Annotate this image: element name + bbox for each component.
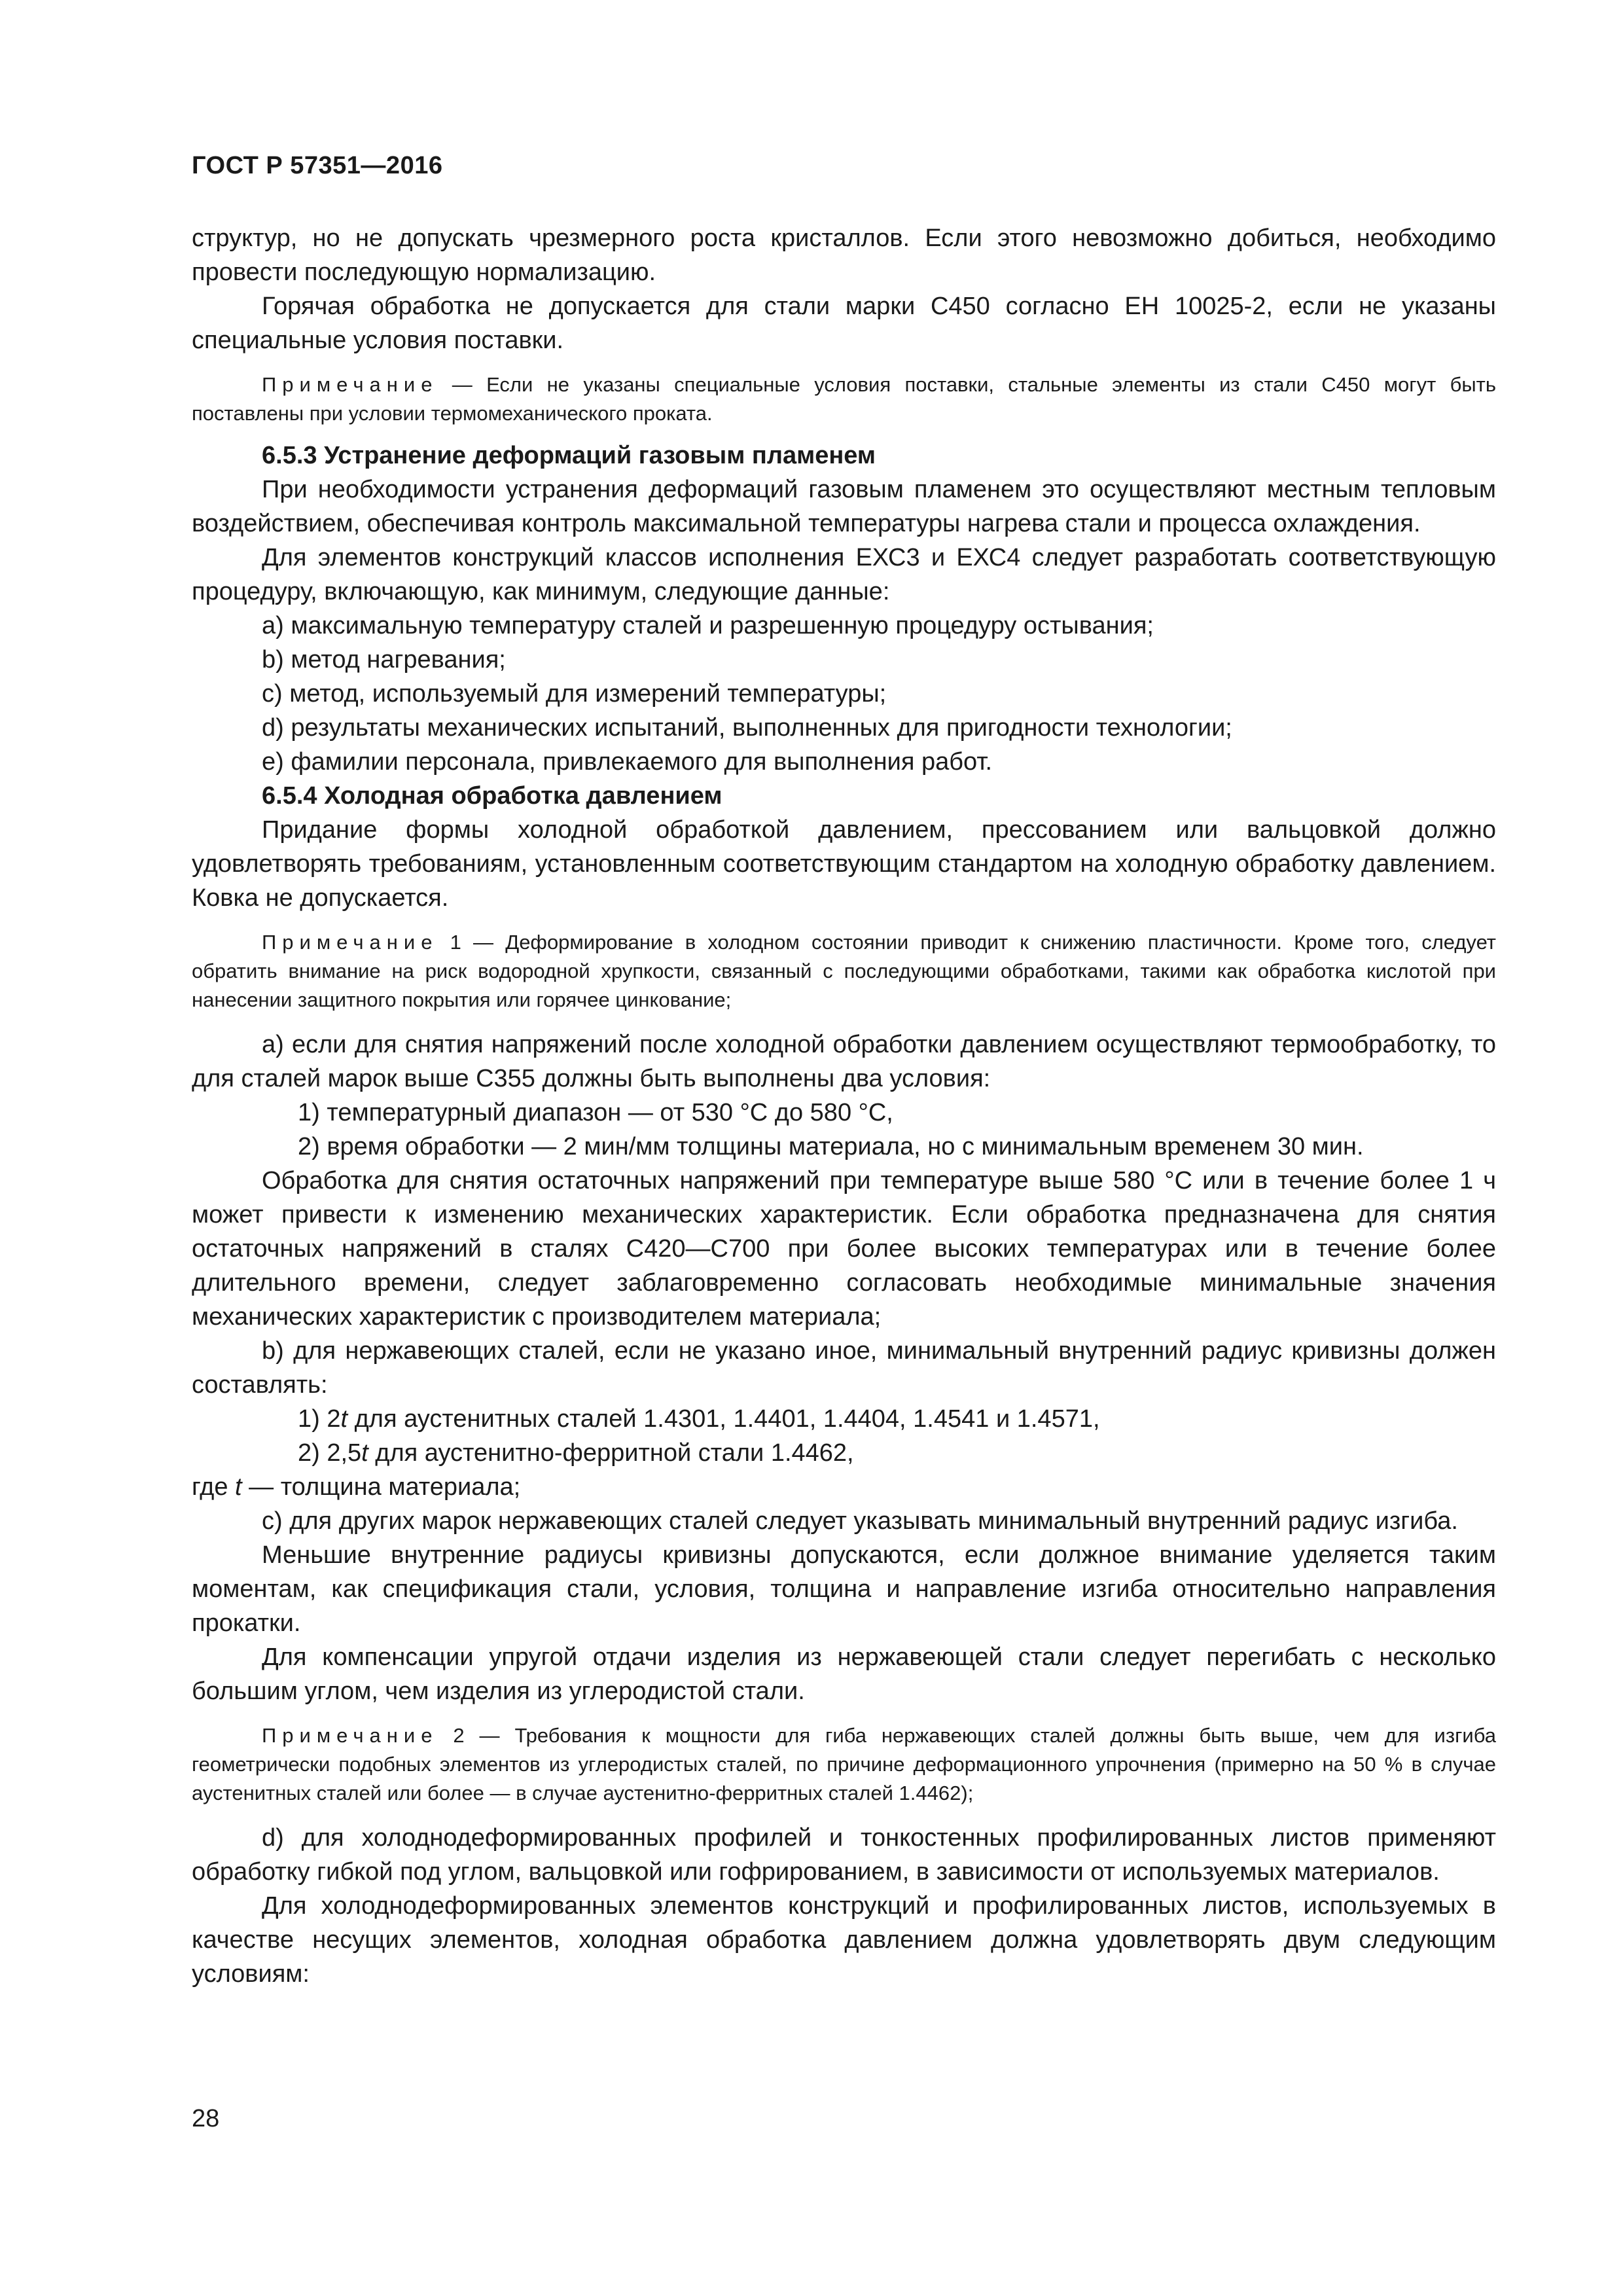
paragraph-exc-classes: Для элементов конструкций классов исполнения ЕХС3 и ЕХС4 следует разработать соответствующую процедуру, включающую, как минимум, следующие данные: bbox=[192, 544, 1496, 605]
sub-item-austenitic: 1) 2t для аустенитных сталей 1.4301, 1.4401, 1.4404, 1.4541 и 1.4571, bbox=[298, 1405, 1100, 1433]
list-item-a: a) максимальную температуру сталей и разрешенную процедуру остывания; bbox=[262, 612, 1154, 639]
note-text: — Если не указаны специальные условия поставки, стальные элементы из стали С450 могут быть поставлены при условии термомеханического проката. bbox=[192, 373, 1496, 425]
paragraph-item-a-stress-relief: a) если для снятия напряжений после холодной обработки давлением осуществляют термообработку, то для сталей марок выше С355 должны быть выполнены два условия: bbox=[192, 1031, 1496, 1092]
paragraph-cold-forming: Придание формы холодной обработкой давлением, прессованием или вальцовкой должно удовлетворять требованиям, установленным соответствующим стандартом на холодную обработку давлением. Ковка не допускается. bbox=[192, 816, 1496, 912]
list-item-b: b) метод нагревания; bbox=[262, 646, 506, 673]
note-1-hydrogen bbox=[192, 928, 1496, 1014]
note-text: 2 — Требования к мощности для гиба нержавеющих сталей должны быть выше, чем для изгиба геометрически подобных элементов из углеродистых сталей, по причине деформационного упрочнения (примерно на 50 % в случае аустенитных сталей или более — в случае аустенитно-ферритных сталей 1.4462); bbox=[192, 1724, 1496, 1804]
sub-item-duplex: 2) 2,5t для аустенитно-ферритной стали 1.4462, bbox=[298, 1439, 854, 1467]
section-heading-6-5-4: 6.5.4 Холодная обработка давлением bbox=[262, 782, 722, 810]
note-label: Примечание bbox=[262, 1724, 438, 1747]
section-heading-6-5-3: 6.5.3 Устранение деформаций газовым пламенем bbox=[262, 442, 876, 469]
list-item-c: c) метод, используемый для измерений температуры; bbox=[262, 680, 887, 708]
paragraph-item-b-stainless: b) для нержавеющих сталей, если не указано иное, минимальный внутренний радиус кривизны должен составлять: bbox=[192, 1337, 1496, 1399]
list-item-d: d) результаты механических испытаний, выполненных для пригодности технологии; bbox=[262, 714, 1232, 742]
paragraph-flame-straightening: При необходимости устранения деформаций газовым пламенем это осуществляют местным тепловым воздействием, обеспечивая контроль максимальной температуры нагрева стали и процесса охлаждения. bbox=[192, 476, 1496, 537]
paragraph-residual-stress: Обработка для снятия остаточных напряжений при температуре выше 580 °C или в течение более 1 ч может привести к изменению механических характеристик. Если обработка предназначена для снятия остаточных напряжений в сталях С420—С700 при более высоких температурах или в течение более длительного времени, следует заблаговременно согласовать необходимые минимальные значения механических характеристик с производителем материала; bbox=[192, 1167, 1496, 1331]
note-2-power bbox=[192, 1721, 1496, 1808]
list-item-e: e) фамилии персонала, привлекаемого для выполнения работ. bbox=[262, 748, 993, 776]
paragraph-smaller-radii: Меньшие внутренние радиусы кривизны допускаются, если должное внимание уделяется таким моментам, как спецификация стали, условия, толщина и направление изгиба относительно направления прокатки. bbox=[192, 1541, 1496, 1637]
document-code-header: ГОСТ Р 57351—2016 bbox=[192, 152, 443, 179]
paragraph-structure: структур, но не допускать чрезмерного роста кристаллов. Если этого невозможно добиться, необходимо провести последующую нормализацию. bbox=[192, 224, 1496, 286]
paragraph-springback: Для компенсации упругой отдачи изделия из нержавеющей стали следует перегибать с несколько большим углом, чем изделия из углеродистой стали. bbox=[192, 1643, 1496, 1705]
paragraph-item-c-other-grades: c) для других марок нержавеющих сталей следует указывать минимальный внутренний радиус изгиба. bbox=[262, 1507, 1458, 1535]
where-thickness: где t — толщина материала; bbox=[192, 1473, 521, 1501]
document-body bbox=[192, 221, 1496, 1991]
note-label: Примечание bbox=[262, 931, 438, 954]
paragraph-hot-working: Горячая обработка не допускается для стали марки С450 согласно ЕН 10025-2, если не указаны специальные условия поставки. bbox=[192, 293, 1496, 354]
note-label: Примечание bbox=[262, 373, 438, 396]
sub-item-temperature-range: 1) температурный диапазон — от 530 °C до 580 °C, bbox=[298, 1099, 893, 1126]
paragraph-item-d-profiles: d) для холоднодеформированных профилей и тонкостенных профилированных листов применяют обработку гибкой под углом, вальцовкой или гофрированием, в зависимости от используемых материалов. bbox=[192, 1824, 1496, 1886]
note-text: 1 — Деформирование в холодном состоянии приводит к снижению пластичности. Кроме того, следует обратить внимание на риск водородной хрупкости, связанный с последующими обработками, такими как обработка кислотой при нанесении защитного покрытия или горячее цинкование; bbox=[192, 931, 1496, 1011]
note-c450 bbox=[192, 370, 1496, 428]
page-number: 28 bbox=[192, 2105, 220, 2132]
sub-item-treatment-time: 2) время обработки — 2 мин/мм толщины материала, но с минимальным временем 30 мин. bbox=[298, 1133, 1364, 1160]
paragraph-load-bearing: Для холоднодеформированных элементов конструкций и профилированных листов, используемых в качестве несущих элементов, холодная обработка давлением должна удовлетворять двум следующим условиям: bbox=[192, 1892, 1496, 1988]
